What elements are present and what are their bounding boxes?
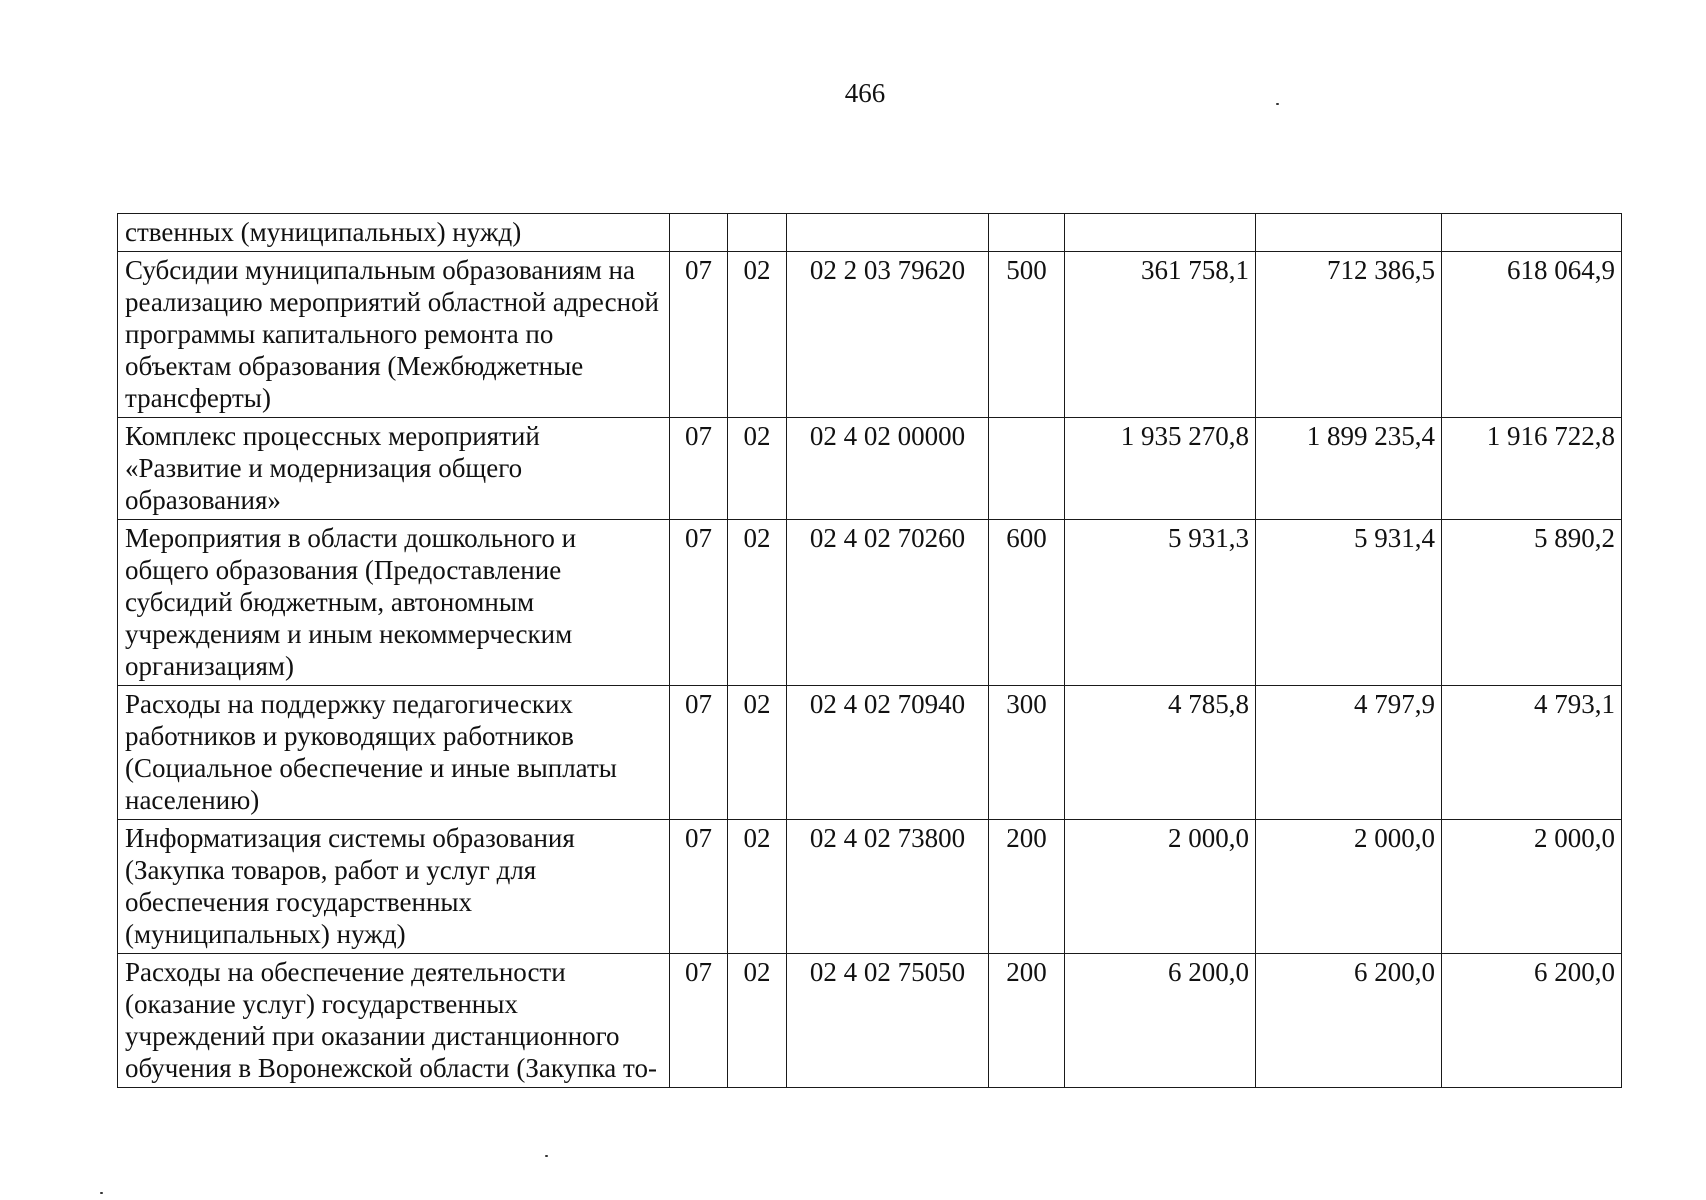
expense-type-code: 200 [989,954,1065,1088]
amount-year-2 [1256,214,1442,252]
target-article-code: 02 4 02 75050 [787,954,989,1088]
amount-year-1: 1 935 270,8 [1065,418,1256,520]
expense-name: Комплекс процессных мероприятий «Развитие и модернизация общего образования» [118,418,670,520]
amount-year-2: 1 899 235,4 [1256,418,1442,520]
amount-year-3: 6 200,0 [1442,954,1622,1088]
budget-table [117,213,1622,1088]
target-article-code: 02 4 02 73800 [787,820,989,954]
table-row [118,820,1622,954]
target-article-code: 02 2 03 79620 [787,252,989,418]
subsection-code [728,214,787,252]
target-article-code: 02 4 02 70260 [787,520,989,686]
amount-year-1 [1065,214,1256,252]
amount-year-3: 5 890,2 [1442,520,1622,686]
table-row [118,686,1622,820]
amount-year-2: 6 200,0 [1256,954,1442,1088]
amount-year-1: 361 758,1 [1065,252,1256,418]
expense-type-code: 200 [989,820,1065,954]
expense-name: Расходы на поддержку педагогических работников и руководящих работников (Социальное обеспечение и иные выплаты населению) [118,686,670,820]
amount-year-3: 2 000,0 [1442,820,1622,954]
section-code: 07 [670,686,728,820]
target-article-code: 02 4 02 00000 [787,418,989,520]
section-code: 07 [670,252,728,418]
expense-name: Субсидии муниципальным образованиям на реализацию мероприятий областной адресной программы капитального ремонта по объектам образования (Межбюджетные трансферты) [118,252,670,418]
subsection-code: 02 [728,954,787,1088]
table-row [118,418,1622,520]
target-article-code [787,214,989,252]
expense-type-code: 300 [989,686,1065,820]
section-code [670,214,728,252]
amount-year-2: 2 000,0 [1256,820,1442,954]
subsection-code: 02 [728,252,787,418]
expense-type-code: 600 [989,520,1065,686]
amount-year-2: 712 386,5 [1256,252,1442,418]
amount-year-2: 4 797,9 [1256,686,1442,820]
scan-speck [1276,103,1279,105]
scan-speck [545,1155,548,1157]
expense-name: Расходы на обеспечение деятельности (оказание услуг) государственных учреждений при оказании дистанционного обучения в Воронежской области (Закупка то- [118,954,670,1088]
amount-year-1: 4 785,8 [1065,686,1256,820]
expense-type-code [989,418,1065,520]
table-row [118,520,1622,686]
target-article-code: 02 4 02 70940 [787,686,989,820]
subsection-code: 02 [728,418,787,520]
amount-year-3: 618 064,9 [1442,252,1622,418]
amount-year-3 [1442,214,1622,252]
section-code: 07 [670,418,728,520]
amount-year-3: 1 916 722,8 [1442,418,1622,520]
section-code: 07 [670,820,728,954]
subsection-code: 02 [728,820,787,954]
subsection-code: 02 [728,686,787,820]
expense-name: Информатизация системы образования (Закупка товаров, работ и услуг для обеспечения государственных (муниципальных) нужд) [118,820,670,954]
table-row [118,214,1622,252]
amount-year-1: 2 000,0 [1065,820,1256,954]
expense-name: ственных (муниципальных) нужд) [118,214,670,252]
subsection-code: 02 [728,520,787,686]
page-number: 466 [844,78,886,108]
amount-year-1: 5 931,3 [1065,520,1256,686]
expense-type-code: 500 [989,252,1065,418]
table-row [118,954,1622,1088]
expense-type-code [989,214,1065,252]
amount-year-2: 5 931,4 [1256,520,1442,686]
scan-speck [100,1192,103,1194]
expense-name: Мероприятия в области дошкольного и общего образования (Предоставление субсидий бюджетным, автономным учреждениям и иным некоммерческим организациям) [118,520,670,686]
section-code: 07 [670,954,728,1088]
table-row [118,252,1622,418]
amount-year-1: 6 200,0 [1065,954,1256,1088]
amount-year-3: 4 793,1 [1442,686,1622,820]
section-code: 07 [670,520,728,686]
